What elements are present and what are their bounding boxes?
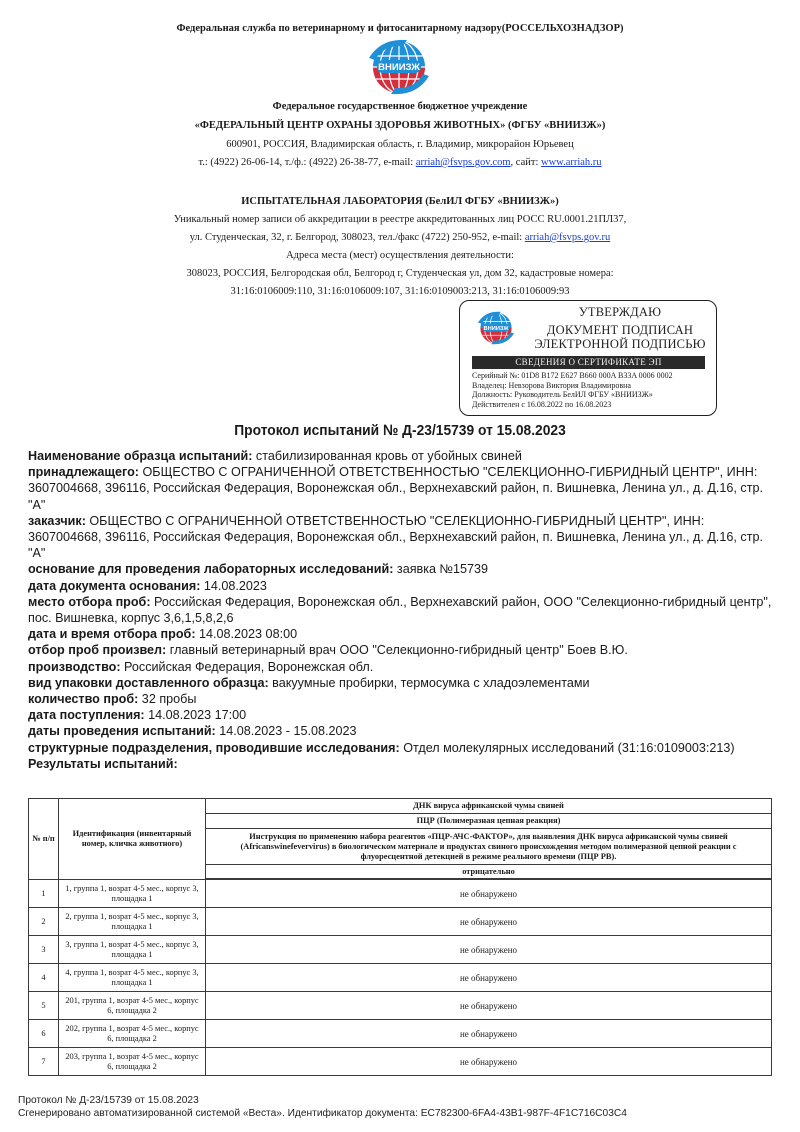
norm-header: отрицательно xyxy=(206,865,772,879)
row-number: 2 xyxy=(29,908,59,936)
activity-address: 308023, РОССИЯ, Белгородская обл, Белгород г, Студенческая ул, дом 32, кадастровые номера: xyxy=(186,268,614,279)
instruction-header: Инструкция по применению набора реагентов «ПЦР-АЧС-ФАКТОР», для выявления ДНК вируса африканской чумы свиней (Africanswinefevervirus) в биологическом материале и продуктах свиного происхождения методом полимеразной цепной реакции с флуоресцентной детекцией в режиме реального времени (ПЦР РВ). xyxy=(206,829,772,865)
results-heading: Результаты испытаний: xyxy=(28,756,178,771)
institution-type: Федеральное государственное бюджетное учреждение xyxy=(272,101,528,112)
agency-name: Федеральная служба по ветеринарному и фитосанитарному надзору(РОССЕЛЬХОЗНАДЗОР) xyxy=(176,23,624,34)
row-number: 3 xyxy=(29,936,59,964)
row-number: 7 xyxy=(29,1048,59,1076)
stamp-owner: Владелец: Невзорова Виктория Владимировна xyxy=(472,380,631,390)
table-header-row xyxy=(29,799,772,814)
row-number: 1 xyxy=(29,880,59,908)
field-sampled-by: отбор проб произвел: главный ветеринарный врач ООО "Селекционно-гибридный центр" Боев В.Ю. xyxy=(28,643,628,658)
cadastral-numbers: 31:16:0106009:110, 31:16:0106009:107, 31:16:0109003:213, 31:16:0106009:93 xyxy=(230,286,570,297)
institution-address: 600901, РОССИЯ, Владимирская область, г. Владимир, микрорайон Юрьевец xyxy=(226,139,574,150)
institution-email-link[interactable]: arriah@fsvps.gov.com xyxy=(415,157,511,168)
field-receipt-date: дата поступления: 14.08.2023 17:00 xyxy=(28,708,247,723)
row-result: не обнаружено xyxy=(206,1048,772,1076)
stamp-logo-icon xyxy=(472,309,520,347)
vniizzh-logo-icon xyxy=(359,36,439,98)
contacts-text: т.: (4922) 26-06-14, т./ф.: (4922) 26-38-77, e-mail: xyxy=(198,157,416,168)
stamp-cert-bar: СВЕДЕНИЯ О СЕРТИФИКАТЕ ЭП xyxy=(472,356,705,369)
field-basis-date: дата документа основания: 14.08.2023 xyxy=(28,578,267,593)
lab-accreditation: Уникальный номер записи об аккредитации в реестре аккредитованных лиц РОСС RU.0001.21ПЛ37, xyxy=(173,214,627,225)
field-sample-name: Наименование образца испытаний: стабилизированная кровь от убойных свиней xyxy=(28,449,522,463)
row-number: 4 xyxy=(29,964,59,992)
field-owner: принадлежащего: ОБЩЕСТВО С ОГРАНИЧЕННОЙ ОТВЕТСТВЕННОСТЬЮ "СЕЛЕКЦИОННО-ГИБРИДНЫЙ ЦЕНТР", ИНН: 3607004668, 396116, Российская Федерация, Воронежская обл., Верхнехавский район, п. Вишневка, Ленина ул., д. Д.16, стр. "А" xyxy=(28,465,763,512)
svg-text:ВНИИЗЖ: ВНИИЗЖ xyxy=(378,62,420,73)
institution-site-link[interactable]: www.arriah.ru xyxy=(541,157,602,168)
row-identification: 3, группа 1, возрат 4-5 мес., корпус 3, площадка 1 xyxy=(59,936,206,964)
stamp-position: Должность: Руководитель БелИЛ ФГБУ «ВНИИЗЖ» xyxy=(472,390,653,399)
row-result: не обнаружено xyxy=(206,964,772,992)
stamp-cert-info xyxy=(472,371,712,409)
svg-text:ВНИИЗЖ: ВНИИЗЖ xyxy=(483,325,509,332)
field-customer: заказчик: ОБЩЕСТВО С ОГРАНИЧЕННОЙ ОТВЕТСТВЕННОСТЬЮ "СЕЛЕКЦИОННО-ГИБРИДНЫЙ ЦЕНТР", ИНН: 3607004668, 396116, Российская Федерация, Воронежская обл., Верхнехавский район, п. Вишневка, Ленина ул., д. Д.16, стр. "А" xyxy=(28,513,763,561)
stamp-approve: УТВЕРЖДАЮ xyxy=(578,305,662,319)
row-number: 5 xyxy=(29,992,59,1020)
field-test-dates: даты проведения испытаний: 14.08.2023 - 15.08.2023 xyxy=(28,724,357,739)
indicator-header: ДНК вируса африканской чумы свиней xyxy=(206,799,772,814)
table-row xyxy=(29,936,772,964)
institution-contacts xyxy=(0,156,800,170)
footer-protocol-ref: Протокол № Д-23/15739 от 15.08.2023 xyxy=(18,1095,199,1106)
field-sample-count: количество проб: 32 пробы xyxy=(28,692,197,707)
field-sampling-datetime: дата и время отбора проб: 14.08.2023 08:00 xyxy=(28,627,298,642)
sample-fields xyxy=(28,448,778,772)
row-identification: 1, группа 1, возрат 4-5 мес., корпус 3, площадка 1 xyxy=(59,880,206,908)
activity-label: Адреса места (мест) осуществления деятельности: xyxy=(286,250,514,261)
lab-address xyxy=(0,231,800,245)
table-row xyxy=(29,964,772,992)
stamp-validity: Действителен с 16.08.2022 по 16.08.2023 xyxy=(472,399,612,409)
row-identification: 203, группа 1, возрат 4-5 мес., корпус 6, площадка 2 xyxy=(59,1048,206,1076)
page-footer xyxy=(18,1095,627,1120)
field-sampling-place: место отбора проб: Российская Федерация, Воронежская обл., Верхнехавский район, ООО "Селекционно-гибридный центр", пос. Вишневка, корпус 3,6,1,5,8,2,6 xyxy=(28,594,772,626)
results-table xyxy=(28,798,772,1076)
lab-address-text: ул. Студенческая, 32, г. Белгород, 308023, тел./факс (4722) 250-952, e-mail: xyxy=(189,232,525,243)
e-signature-stamp xyxy=(459,300,717,416)
row-result: не обнаружено xyxy=(206,908,772,936)
stamp-serial: Серийный №: 01D8 B172 E627 B660 000A B33A 0006 0002 xyxy=(472,371,673,380)
protocol-title: Протокол испытаний № Д-23/15739 от 15.08.2023 xyxy=(234,422,566,439)
footer-generated-by: Сгенерировано автоматизированной системой «Веста». Идентификатор документа: EC782300-6FA4-43B1-987F-4F1C716C03C4 xyxy=(18,1107,627,1119)
col-header-identification: Идентификация (инвентарный номер, кличка животного) xyxy=(59,799,206,880)
row-result: не обнаружено xyxy=(206,1020,772,1048)
table-row xyxy=(29,880,772,908)
table-row xyxy=(29,1020,772,1048)
row-identification: 2, группа 1, возрат 4-5 мес., корпус 3, площадка 1 xyxy=(59,908,206,936)
site-prefix: , сайт: xyxy=(510,157,541,168)
stamp-signed: ДОКУМЕНТ ПОДПИСАН xyxy=(546,323,694,337)
col-header-number: № п/п xyxy=(29,799,59,880)
row-identification: 202, группа 1, возрат 4-5 мес., корпус 6, площадка 2 xyxy=(59,1020,206,1048)
table-row xyxy=(29,1048,772,1076)
field-production: производство: Российская Федерация, Воронежская обл. xyxy=(28,659,374,674)
stamp-e-signature: ЭЛЕКТРОННОЙ ПОДПИСЬЮ xyxy=(534,337,706,351)
lab-title: ИСПЫТАТЕЛЬНАЯ ЛАБОРАТОРИЯ (БелИЛ ФГБУ «ВНИИЗЖ») xyxy=(241,196,559,207)
table-row xyxy=(29,908,772,936)
field-basis: основание для проведения лабораторных исследований: заявка №15739 xyxy=(28,562,489,577)
row-result: не обнаружено xyxy=(206,880,772,908)
field-packaging: вид упаковки доставленного образца: вакуумные пробирки, термосумка с хладоэлементами xyxy=(28,675,590,690)
row-result: не обнаружено xyxy=(206,992,772,1020)
row-number: 6 xyxy=(29,1020,59,1048)
table-row xyxy=(29,992,772,1020)
method-header: ПЦР (Полимеразная цепная реакция) xyxy=(206,814,772,829)
row-identification: 4, группа 1, возрат 4-5 мес., корпус 3, площадка 1 xyxy=(59,964,206,992)
row-identification: 201, группа 1, возрат 4-5 мес., корпус 6, площадка 2 xyxy=(59,992,206,1020)
field-departments: структурные подразделения, проводившие исследования: Отдел молекулярных исследований (31:16:0109003:213) xyxy=(28,740,735,755)
lab-email-link[interactable]: arriah@fsvps.gov.ru xyxy=(524,232,611,243)
institution-name: «ФЕДЕРАЛЬНЫЙ ЦЕНТР ОХРАНЫ ЗДОРОВЬЯ ЖИВОТНЫХ» (ФГБУ «ВНИИЗЖ») xyxy=(194,120,606,131)
row-result: не обнаружено xyxy=(206,936,772,964)
